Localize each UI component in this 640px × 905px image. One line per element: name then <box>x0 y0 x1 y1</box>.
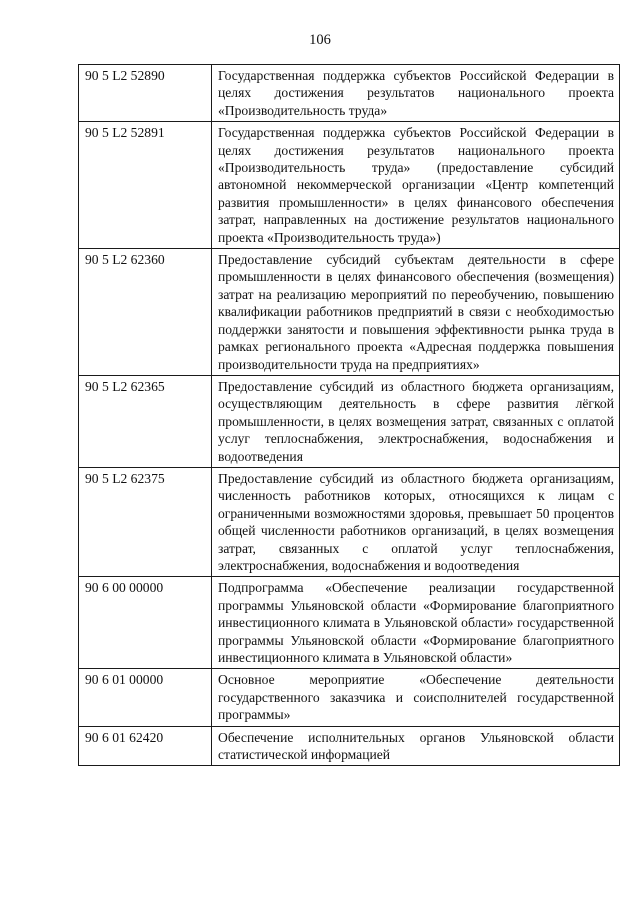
code-cell: 90 5 L2 52890 <box>79 65 212 122</box>
description-cell: Подпрограмма «Обеспечение реализации государственной программы Ульяновской области «Формирование благоприятного инвестиционного климата в Ульяновской области» государственной программы Ульяновской области «Формирование благоприятного инвестиционного климата в Ульяновской области» <box>212 577 620 669</box>
description-cell: Обеспечение исполнительных органов Ульяновской области статистической информацией <box>212 726 620 766</box>
page-number: 106 <box>309 32 331 48</box>
table-row <box>79 726 620 766</box>
table-row <box>79 375 620 467</box>
description-cell: Государственная поддержка субъектов Российской Федерации в целях достижения результатов национального проекта «Производительность труда» (предоставление субсидий автономной некоммерческой организации «Центр компетенций развития промышленности» в целях финансового обеспечения затрат, направленных на достижение результатов национального проекта «Производительность труда») <box>212 122 620 249</box>
description-cell: Предоставление субсидий субъектам деятельности в сфере промышленности в целях финансового обеспечения (возмещения) затрат на реализацию мероприятий по переобучению, повышению квалификации работников предприятий в связи с необходимостью поддержки занятости и повышения эффективности рынка труда в рамках регионального проекта «Адресная поддержка повышения производительности труда на предприятиях» <box>212 249 620 376</box>
table-row <box>79 577 620 669</box>
table-row <box>79 467 620 576</box>
table-row <box>79 122 620 249</box>
description-cell: Основное мероприятие «Обеспечение деятельности государственного заказчика и соисполнителей государственной программы» <box>212 669 620 726</box>
code-cell: 90 5 L2 62360 <box>79 249 212 376</box>
description-cell: Предоставление субсидий из областного бюджета организациям, численность работников которых, относящихся к лицам с ограниченными возможностями здоровья, превышает 50 процентов общей численности работников организаций, в целях возмещения затрат, связанных с оплатой услуг теплоснабжения, электроснабжения, водоснабжения и водоотведения <box>212 467 620 576</box>
code-cell: 90 5 L2 62365 <box>79 375 212 467</box>
code-cell: 90 6 01 00000 <box>79 669 212 726</box>
code-cell: 90 6 00 00000 <box>79 577 212 669</box>
description-cell: Предоставление субсидий из областного бюджета организациям, осуществляющим деятельность в сфере развития лёгкой промышленности, в целях возмещения затрат, связанных с оплатой услуг теплоснабжения, электроснабжения, водоснабжения и водоотведения <box>212 375 620 467</box>
code-cell: 90 5 L2 52891 <box>79 122 212 249</box>
description-cell: Государственная поддержка субъектов Российской Федерации в целях достижения результатов национального проекта «Производительность труда» <box>212 65 620 122</box>
code-cell: 90 5 L2 62375 <box>79 467 212 576</box>
table-row <box>79 249 620 376</box>
code-cell: 90 6 01 62420 <box>79 726 212 766</box>
budget-classification-table <box>78 64 620 766</box>
table-row <box>79 669 620 726</box>
table-row <box>79 65 620 122</box>
